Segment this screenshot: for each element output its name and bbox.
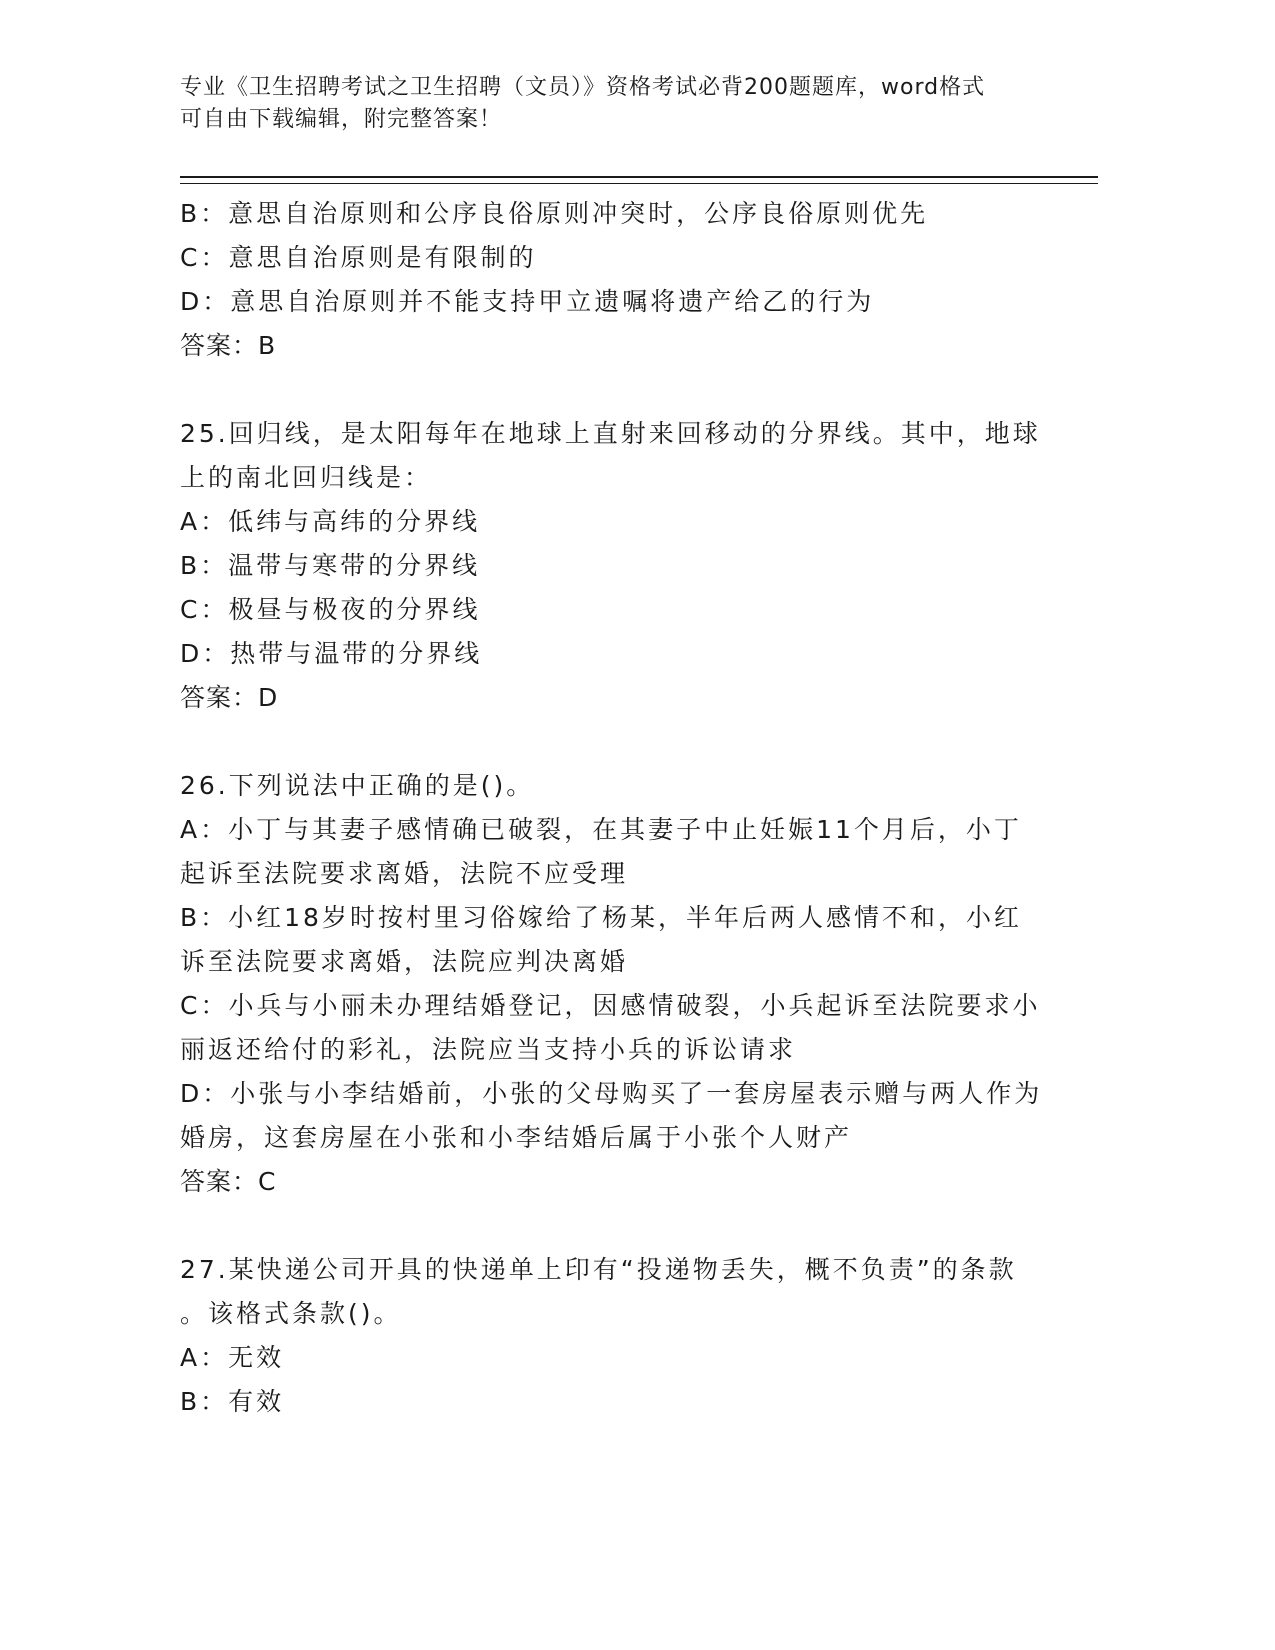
question-stem: 26.下列说法中正确的是()。 — [180, 771, 535, 800]
answer-line: 答案：B — [180, 331, 277, 360]
header-line-1: 专业《卫生招聘考试之卫生招聘（文员）》资格考试必背200题题库，word格式 — [180, 75, 986, 100]
question-stem: 25.回归线，是太阳每年在地球上直射来回移动的分界线。其中，地球 — [180, 419, 1041, 448]
spacer — [180, 1204, 1060, 1248]
question-stem: 。该格式条款()。 — [180, 1299, 402, 1328]
question-stem: 27.某快递公司开具的快递单上印有“投递物丢失，概不负责”的条款 — [180, 1255, 1017, 1284]
option-a: A：小丁与其妻子感情确已破裂，在其妻子中止妊娠11个月后，小丁 — [180, 815, 1022, 844]
question-stem: 上的南北回归线是： — [180, 463, 433, 492]
option-d: D：小张与小李结婚前，小张的父母购买了一套房屋表示赠与两人作为 — [180, 1079, 1043, 1108]
question-24-tail — [180, 192, 1060, 368]
header-divider-thick — [180, 176, 1098, 178]
option-c: C：小兵与小丽未办理结婚登记，因感情破裂，小兵起诉至法院要求小 — [180, 991, 1041, 1020]
answer-line: 答案：D — [180, 683, 279, 712]
question-list — [180, 192, 1060, 1424]
option-b: B：有效 — [180, 1387, 285, 1416]
spacer — [180, 368, 1060, 412]
document-header — [180, 72, 1060, 136]
question-25 — [180, 412, 1060, 720]
option-c: C：意思自治原则是有限制的 — [180, 243, 537, 272]
question-27 — [180, 1248, 1060, 1424]
option-a: A：低纬与高纬的分界线 — [180, 507, 481, 536]
option-d: D：意思自治原则并不能支持甲立遗嘱将遗产给乙的行为 — [180, 287, 875, 316]
spacer — [180, 720, 1060, 764]
question-26 — [180, 764, 1060, 1204]
answer-line: 答案：C — [180, 1167, 277, 1196]
option-a: A：无效 — [180, 1343, 285, 1372]
option-c-continued: 丽返还给付的彩礼，法院应当支持小兵的诉讼请求 — [180, 1035, 797, 1064]
option-d-continued: 婚房，这套房屋在小张和小李结婚后属于小张个人财产 — [180, 1123, 853, 1152]
option-a-continued: 起诉至法院要求离婚，法院不应受理 — [180, 859, 629, 888]
header-divider-thin — [180, 183, 1098, 184]
option-d: D：热带与温带的分界线 — [180, 639, 483, 668]
header-line-2: 可自由下载编辑，附完整答案！ — [180, 107, 503, 132]
option-b: B：小红18岁时按村里习俗嫁给了杨某，半年后两人感情不和，小红 — [180, 903, 1022, 932]
option-c: C：极昼与极夜的分界线 — [180, 595, 481, 624]
option-b: B：意思自治原则和公序良俗原则冲突时，公序良俗原则优先 — [180, 199, 929, 228]
option-b-continued: 诉至法院要求离婚，法院应判决离婚 — [180, 947, 629, 976]
option-b: B：温带与寒带的分界线 — [180, 551, 481, 580]
